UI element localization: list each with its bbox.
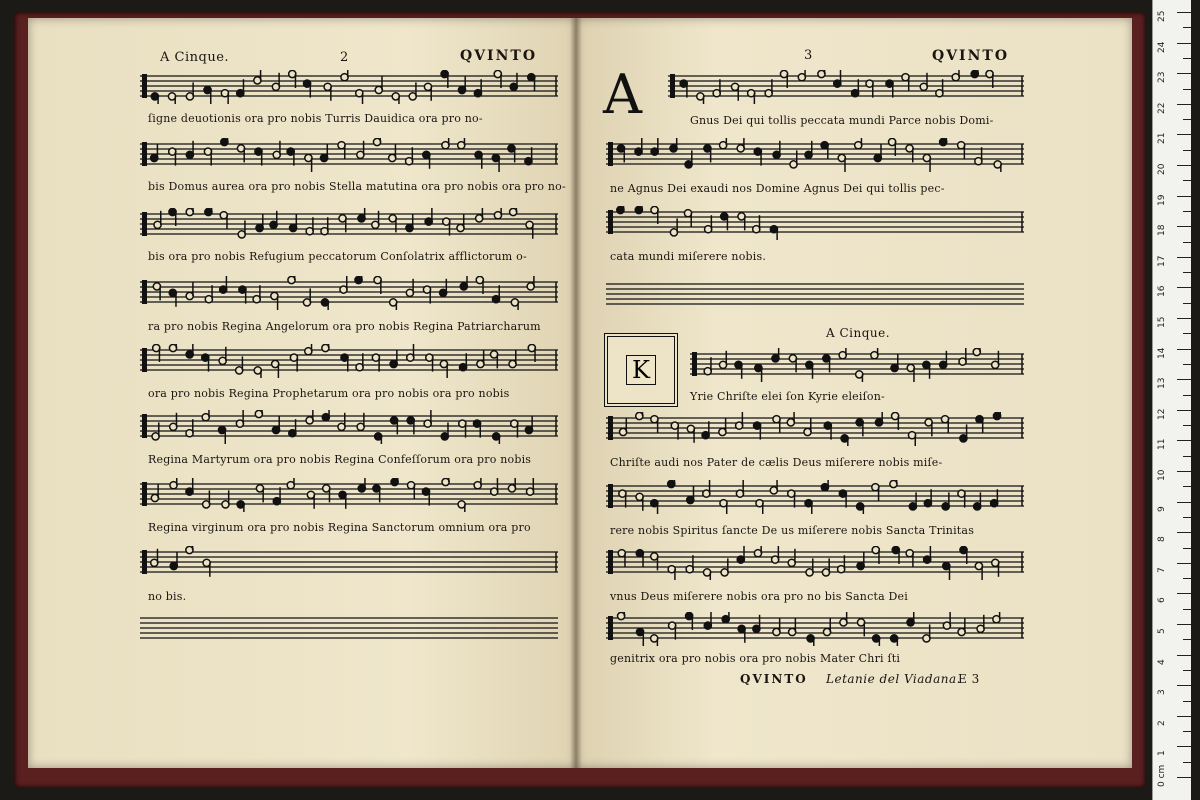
music-staff: [140, 546, 558, 574]
music-staff: [140, 276, 558, 304]
ruler-tick: [1183, 272, 1191, 273]
ruler-tick: [1183, 762, 1191, 763]
lyric-line: no bis.: [148, 590, 187, 603]
lyric-line: bis ora pro nobis Refugium peccatorum Conſolatrix afflictorum o-: [148, 250, 527, 263]
lyric-line: Gnus Dei qui tollis peccata mundi Parce nobis Domi-: [690, 114, 994, 127]
ruler-label: 7: [1157, 567, 1167, 573]
ruler-tick: [1183, 180, 1191, 181]
ruler-tick: [1183, 27, 1191, 28]
ruler-tick: [1177, 226, 1191, 227]
section-label: A Cinque.: [826, 326, 891, 340]
ruler-tick: [1177, 104, 1191, 105]
ruler-tick: [1183, 701, 1191, 702]
lyric-line: ora pro nobis Regina Prophetarum ora pro nobis ora pro nobis: [148, 387, 510, 400]
ruler-tick: [1183, 548, 1191, 549]
ruler-tick: [1183, 395, 1191, 396]
ruler-label: 17: [1157, 255, 1167, 267]
ruler-tick: [1183, 731, 1191, 732]
ruler-label: 15: [1157, 316, 1167, 328]
ruler-label: 4: [1157, 658, 1167, 665]
ruler-tick: [1177, 73, 1191, 74]
ruler-tick: [1177, 471, 1191, 472]
ruler-tick: [1177, 318, 1191, 319]
footer-signature: E 3: [958, 672, 980, 686]
music-staff: [668, 70, 1024, 98]
ruler-tick: [1183, 303, 1191, 304]
ruler-tick: [1177, 655, 1191, 656]
ruler-tick: [1183, 639, 1191, 640]
music-staff: [140, 478, 558, 506]
left-header-title: QVINTO: [460, 48, 538, 64]
ruler-tick: [1183, 364, 1191, 365]
ruler-label: 8: [1157, 536, 1167, 543]
footer-title: QVINTO: [740, 672, 808, 686]
ruler-tick: [1183, 89, 1191, 90]
lyric-line: genitrix ora pro nobis ora pro nobis Mater Chri ſti: [610, 652, 901, 665]
measurement-ruler: [1152, 0, 1191, 800]
ruler-label: 11: [1157, 438, 1167, 451]
ruler-label: 20: [1157, 163, 1167, 175]
ruler-tick: [1183, 150, 1191, 151]
ruler-tick: [1177, 12, 1191, 13]
ruler-tick: [1177, 716, 1191, 717]
lyric-line: rere nobis Spiritus ſancte De us miſerere nobis Sancta Trinitas: [610, 524, 975, 537]
music-staff: [140, 70, 558, 98]
ruler-tick: [1183, 517, 1191, 518]
ruler-tick: [1183, 609, 1191, 610]
lyric-line: ra pro nobis Regina Angelorum ora pro nobis Regina Patriarcharum: [148, 320, 541, 333]
ruler-tick: [1183, 670, 1191, 671]
ruler-label: 0 cm: [1157, 764, 1167, 787]
book-gutter: [570, 18, 582, 768]
ruler-tick: [1177, 43, 1191, 44]
ruler-label: 24: [1157, 41, 1167, 53]
ruler-tick: [1177, 685, 1191, 686]
initial-letter-a: A: [603, 63, 642, 126]
right-page-number: 3: [804, 48, 813, 63]
lyric-line: vnus Deus miſerere nobis ora pro no bis Sancta Dei: [610, 590, 908, 603]
ruler-tick: [1183, 211, 1191, 212]
ruler-tick: [1177, 593, 1191, 594]
ruler-tick: [1177, 134, 1191, 135]
music-staff: [606, 412, 1024, 440]
ruler-tick: [1183, 425, 1191, 426]
lyric-line: Yrie Chriſte elei ſon Kyrie eleiſon-: [690, 390, 885, 403]
ruler-tick: [1183, 119, 1191, 120]
ruler-label: 13: [1157, 377, 1167, 390]
ruler-label: 22: [1157, 102, 1167, 114]
music-staff: [690, 348, 1024, 376]
ruler-label: 18: [1157, 224, 1167, 237]
ruler-tick: [1183, 333, 1191, 334]
music-staff: [140, 344, 558, 372]
music-staff: [140, 410, 558, 438]
initial-letter-k: [604, 333, 678, 407]
ruler-label: 9: [1157, 505, 1167, 512]
ruler-label: 21: [1157, 132, 1167, 145]
music-staff: [606, 278, 1024, 306]
ruler-tick: [1183, 486, 1191, 487]
ruler-tick: [1177, 563, 1191, 564]
left-header-label: A Cinque.: [160, 50, 230, 65]
right-header-title: QVINTO: [932, 48, 1010, 64]
ruler-tick: [1183, 456, 1191, 457]
music-staff: [140, 612, 558, 640]
ruler-tick: [1183, 58, 1191, 59]
ruler-tick: [1177, 746, 1191, 747]
ruler-tick: [1177, 624, 1191, 625]
ruler-tick: [1177, 440, 1191, 441]
ruler-tick: [1177, 502, 1191, 503]
ruler-label: 6: [1157, 597, 1167, 604]
ruler-tick: [1177, 777, 1191, 778]
music-staff: [140, 208, 558, 236]
lyric-line: Chriſte audi nos Pater de cælis Deus miſerere nobis miſe-: [610, 456, 943, 469]
ruler-label: 19: [1157, 194, 1167, 206]
music-staff: [606, 206, 1024, 234]
ruler-label: 3: [1157, 689, 1167, 696]
music-staff: [606, 480, 1024, 508]
ruler-label: 5: [1157, 628, 1167, 634]
music-staff: [606, 546, 1024, 574]
ruler-label: 10: [1157, 469, 1167, 481]
lyric-line: Regina Martyrum ora pro nobis Regina Confeſſorum ora pro nobis: [148, 453, 532, 466]
ruler-label: 12: [1157, 408, 1167, 420]
music-staff: [140, 138, 558, 166]
ruler-tick: [1177, 532, 1191, 533]
ruler-tick: [1177, 410, 1191, 411]
ruler-label: 25: [1157, 10, 1167, 22]
ruler-tick: [1177, 349, 1191, 350]
ruler-tick: [1183, 578, 1191, 579]
ruler-tick: [1183, 242, 1191, 243]
ruler-label: 1: [1157, 750, 1167, 757]
ruler-tick: [1177, 257, 1191, 258]
ruler-tick: [1177, 287, 1191, 288]
ruler-label: 14: [1157, 347, 1167, 359]
lyric-line: Regina virginum ora pro nobis Regina Sanctorum omnium ora pro: [148, 521, 531, 534]
lyric-line: ne Agnus Dei exaudi nos Domine Agnus Dei qui tollis pec-: [610, 182, 945, 195]
ruler-label: 2: [1157, 720, 1167, 726]
footer-work-title: Letanie del Viadana.: [826, 672, 961, 686]
left-page-number: 2: [340, 50, 349, 65]
lyric-line: ſigne deuotionis ora pro nobis Turris Dauidica ora pro no-: [148, 112, 483, 125]
ruler-label: 16: [1157, 285, 1167, 298]
music-staff: [606, 612, 1024, 640]
initial-letter-k-text: K: [626, 355, 656, 385]
lyric-line: cata mundi miſerere nobis.: [610, 250, 767, 263]
ruler-tick: [1177, 196, 1191, 197]
music-staff: [606, 138, 1024, 166]
ruler-label: 23: [1157, 71, 1167, 84]
lyric-line: bis Domus aurea ora pro nobis Stella matutina ora pro nobis ora pro no-: [148, 180, 566, 193]
ruler-tick: [1177, 165, 1191, 166]
ruler-tick: [1177, 379, 1191, 380]
